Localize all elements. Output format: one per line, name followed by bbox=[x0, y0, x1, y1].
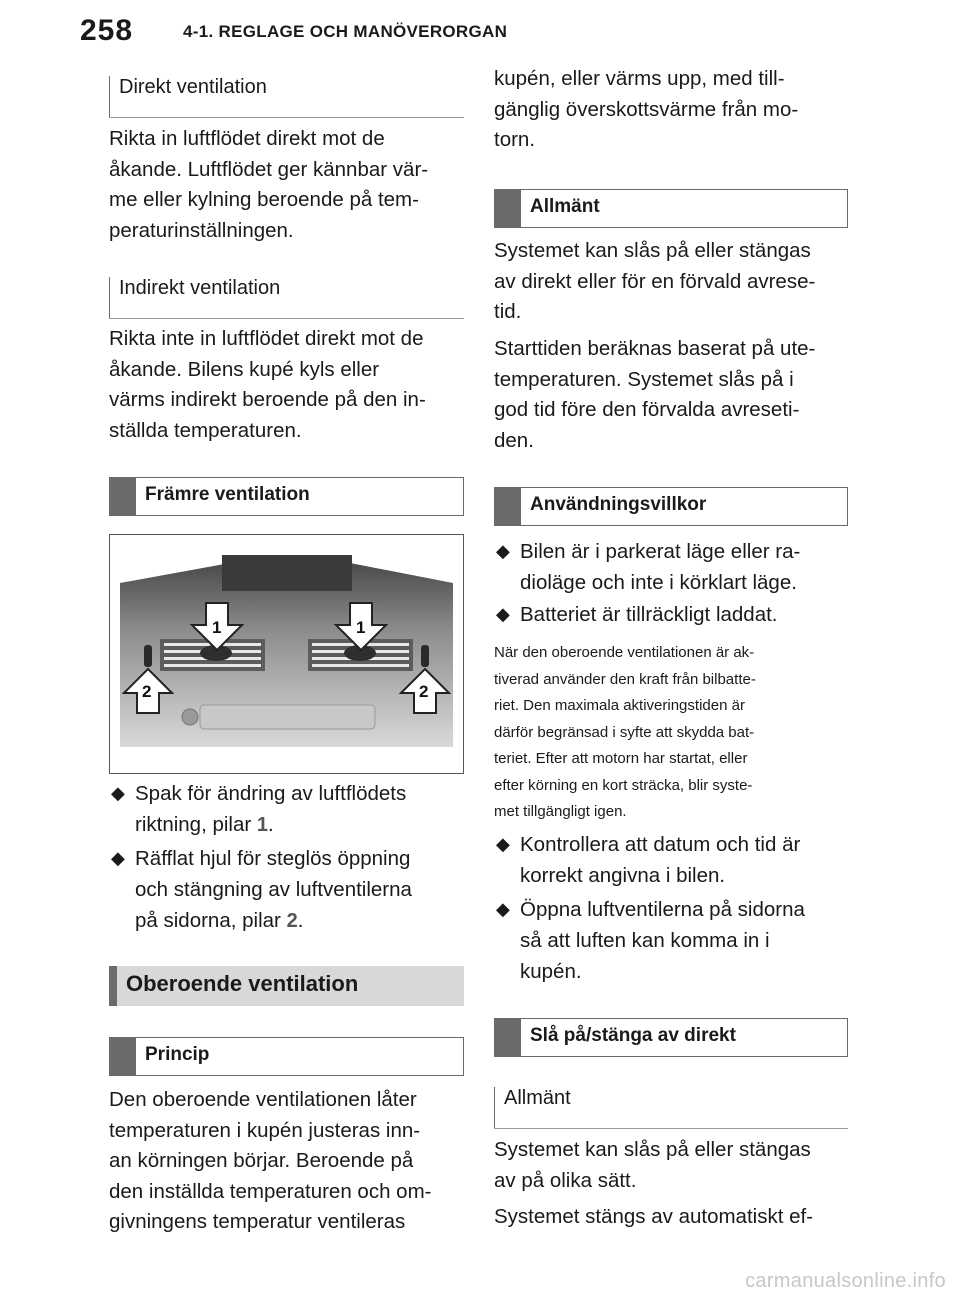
indirect-ventilation-heading bbox=[109, 277, 464, 319]
general-text-2 bbox=[494, 334, 848, 456]
text-line: kupén, eller värms upp, med till- bbox=[494, 67, 785, 90]
front-ventilation-heading bbox=[109, 477, 464, 516]
figure-label: 1 bbox=[356, 618, 366, 637]
text-line: åkande. Bilens kupé kyls eller bbox=[109, 357, 380, 381]
bullet-icon: ◆ bbox=[496, 604, 510, 624]
heading-bar bbox=[110, 1038, 136, 1075]
switch-direct-heading bbox=[494, 1018, 848, 1057]
figure-label: 1 bbox=[212, 618, 222, 637]
principle-text bbox=[109, 1085, 464, 1238]
side-wheel-left bbox=[144, 645, 152, 667]
principle-heading bbox=[109, 1037, 464, 1076]
text-line: teriet. Efter att motorn har startat, eller bbox=[494, 750, 748, 767]
text-line: efter körning en kort sträcka, blir syste- bbox=[494, 776, 753, 794]
bullet-icon: ◆ bbox=[496, 834, 510, 854]
figure-label: 2 bbox=[419, 682, 429, 701]
text-line: Den oberoende ventilationen låter bbox=[109, 1088, 417, 1111]
text-line: Batteriet är tillräckligt laddat. bbox=[520, 603, 778, 626]
general-sub-heading bbox=[494, 1087, 848, 1129]
text-line: på sidorna, pilar bbox=[135, 909, 287, 932]
independent-ventilation-heading-text: Oberoende ventilation bbox=[126, 971, 359, 996]
text-line: Räfflat hjul för steglös öppning bbox=[135, 847, 411, 870]
arrow-reference-2: 2 bbox=[286, 910, 298, 932]
front-ventilation-heading-text: Främre ventilation bbox=[145, 484, 310, 505]
text-line: god tid före den förvalda avreseti- bbox=[494, 398, 800, 421]
conditions-heading bbox=[494, 487, 848, 526]
figure-label: 2 bbox=[142, 682, 152, 701]
general-text-1 bbox=[494, 236, 848, 328]
bullet-icon: ◆ bbox=[496, 899, 510, 919]
text-line: me eller kylning beroende på tem- bbox=[109, 188, 419, 211]
text-line: Kontrollera att datum och tid är bbox=[520, 833, 801, 856]
chapter-title: 4-1. REGLAGE OCH MANÖVERORGAN bbox=[183, 22, 508, 41]
bullet-icon: ◆ bbox=[111, 848, 125, 868]
direct-ventilation-heading bbox=[109, 76, 464, 118]
text-line: givningens temperatur ventileras bbox=[109, 1210, 406, 1233]
condition-bullet-parked bbox=[494, 536, 848, 598]
text-line: Bilen är i parkerat läge eller ra- bbox=[520, 540, 801, 563]
heading-bar bbox=[110, 478, 136, 515]
text-line: kupén. bbox=[520, 960, 582, 983]
condition-bullet-battery bbox=[494, 599, 848, 630]
side-wheel-right bbox=[421, 645, 429, 667]
text-line: temperaturen. Systemet slås på i bbox=[494, 367, 794, 391]
direct-ventilation-text bbox=[109, 124, 464, 246]
text-line: korrekt angivna i bilen. bbox=[520, 864, 726, 887]
text-line: den inställda temperaturen och om- bbox=[109, 1179, 432, 1203]
text-line: temperaturen i kupén justeras inn- bbox=[109, 1118, 421, 1142]
text-line: riktning, pilar bbox=[135, 813, 257, 836]
principle-heading-text: Princip bbox=[145, 1044, 210, 1065]
text-line: gänglig överskottsvärme från mo- bbox=[494, 97, 799, 121]
arrow-reference-1: 1 bbox=[256, 814, 269, 836]
text-line: Öppna luftventilerna på sidorna bbox=[520, 898, 805, 921]
switch-text-2 bbox=[494, 1202, 848, 1233]
text-line: Starttiden beräknas baserat på ute- bbox=[494, 337, 816, 360]
switch-text-1 bbox=[494, 1135, 848, 1196]
text-line: peraturinställningen. bbox=[109, 218, 294, 242]
text-line: åkande. Luftflödet ger kännbar vär- bbox=[109, 157, 429, 181]
text-line: Spak för ändring av luftflödets bbox=[135, 782, 407, 805]
text-line: värms indirekt beroende på den in- bbox=[109, 388, 426, 411]
watermark: carmanualsonline.info bbox=[745, 1270, 946, 1292]
text-line: av på olika sätt. bbox=[494, 1168, 637, 1192]
independent-ventilation-heading bbox=[109, 966, 464, 1006]
text-line: av direkt eller för en förvald avrese- bbox=[494, 269, 816, 293]
text-line: dioläge och inte i körklart läge. bbox=[520, 571, 797, 594]
condition-bullet-date bbox=[494, 829, 848, 891]
page-number: 258 bbox=[80, 14, 134, 47]
dashboard-vents-figure bbox=[109, 534, 464, 774]
dashboard-vents-illustration bbox=[110, 535, 463, 773]
text-line: och stängning av luftventilerna bbox=[135, 878, 412, 901]
text-line: Systemet kan slås på eller stängas bbox=[494, 1138, 811, 1161]
direct-ventilation-heading-text: Direkt ventilation bbox=[119, 76, 267, 98]
text-line: Rikta inte in luftflödet direkt mot de bbox=[109, 327, 424, 350]
bullet-lever: ◆ Spak för ändring av luftflödets riktning, pilar 1. bbox=[109, 778, 464, 841]
general-heading bbox=[494, 189, 848, 228]
text-line: så att luften kan komma in i bbox=[520, 929, 770, 952]
general-heading-text: Allmänt bbox=[530, 196, 600, 217]
text-line: torn. bbox=[494, 128, 536, 151]
text-line: därför begränsad i syfte att skydda bat- bbox=[494, 723, 755, 741]
heading-bar bbox=[109, 966, 117, 1006]
text-line: riet. Den maximala aktiveringstiden är bbox=[494, 697, 745, 714]
control-knob bbox=[182, 709, 198, 725]
indirect-ventilation-heading-text: Indirekt ventilation bbox=[119, 277, 281, 299]
indirect-ventilation-text bbox=[109, 324, 464, 446]
display-panel bbox=[222, 555, 352, 591]
text-line: tiverad använder den kraft från bilbatte- bbox=[494, 670, 756, 688]
heading-bar bbox=[495, 488, 521, 525]
text-line: den. bbox=[494, 428, 534, 452]
bullet-icon: ◆ bbox=[496, 541, 510, 561]
text-line: an körningen börjar. Beroende på bbox=[109, 1149, 414, 1172]
conditions-heading-text: Användningsvillkor bbox=[530, 494, 707, 515]
heading-bar bbox=[495, 190, 521, 227]
condition-bullet-vents bbox=[494, 894, 848, 987]
battery-note bbox=[494, 640, 848, 826]
general-sub-heading-text: Allmänt bbox=[504, 1087, 571, 1109]
text-line: När den oberoende ventilationen är ak- bbox=[494, 644, 755, 661]
bullet-wheel: ◆ Räfflat hjul för steglös öppning och stängning av luftventilerna på sidorna, pilar 2. bbox=[109, 843, 464, 937]
switch-direct-heading-text: Slå på/stänga av direkt bbox=[530, 1025, 736, 1046]
text-line: tid. bbox=[494, 300, 522, 323]
bullet-icon: ◆ bbox=[111, 783, 125, 803]
text-line: ställda temperaturen. bbox=[109, 418, 302, 442]
heading-bar bbox=[495, 1019, 521, 1056]
continued-text bbox=[494, 64, 848, 156]
text-line: Systemet kan slås på eller stängas bbox=[494, 239, 811, 262]
text-line: met tillgängligt igen. bbox=[494, 803, 627, 820]
text-line: Rikta in luftflödet direkt mot de bbox=[109, 127, 385, 150]
text-line: Systemet stängs av automatiskt ef- bbox=[494, 1205, 814, 1228]
